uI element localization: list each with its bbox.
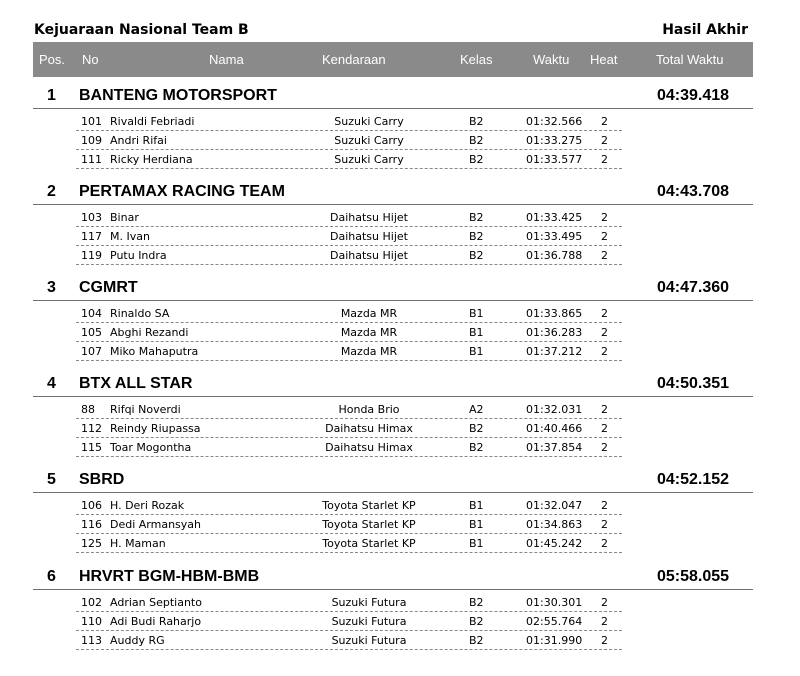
driver-no: 110 [81,615,102,628]
driver-class: B2 [469,115,484,128]
driver-name: Miko Mahaputra [110,345,199,358]
driver-class: B2 [469,422,484,435]
driver-name: Andri Rifai [110,134,167,147]
driver-no: 88 [81,403,95,416]
team-name: PERTAMAX RACING TEAM [79,183,285,200]
driver-name: H. Deri Rozak [110,499,185,512]
driver-no: 112 [81,422,102,435]
driver-row [76,323,622,342]
driver-heat: 2 [601,230,608,243]
driver-time: 01:40.466 [526,422,583,435]
driver-heat: 2 [601,441,608,454]
team-pos: 5 [47,471,56,488]
driver-class: B2 [469,615,484,628]
col-waktu: Waktu [533,52,570,67]
col-kendaraan: Kendaraan [322,52,386,67]
driver-heat: 2 [601,115,608,128]
team-total-time: 04:47.360 [657,279,730,296]
team-pos: 4 [47,375,56,392]
driver-name: Putu Indra [110,249,167,262]
driver-heat: 2 [601,249,608,262]
driver-heat: 2 [601,537,608,550]
driver-no: 119 [81,249,102,262]
driver-name: Reindy Riupassa [110,422,201,435]
team-pos: 1 [47,87,56,104]
driver-class: B1 [469,326,484,339]
driver-name: M. Ivan [110,230,150,243]
team-header [33,372,753,397]
team-name: HRVRT BGM-HBM-BMB [79,568,260,585]
driver-row [76,593,622,612]
driver-class: B2 [469,596,484,609]
driver-time: 01:30.301 [526,596,583,609]
driver-class: B2 [469,211,484,224]
driver-time: 01:32.047 [526,499,583,512]
team-pos: 6 [47,568,56,585]
driver-name: Rivaldi Febriadi [110,115,195,128]
driver-car: Suzuki Futura [331,596,407,609]
driver-class: B2 [469,249,484,262]
driver-car: Honda Brio [338,403,400,416]
driver-class: A2 [469,403,484,416]
driver-car: Daihatsu Hijet [330,249,408,262]
driver-heat: 2 [601,307,608,320]
driver-name: Adrian Septianto [110,596,202,609]
driver-row [76,304,622,323]
driver-row [76,438,622,457]
driver-row [76,150,622,169]
driver-car: Daihatsu Hijet [330,211,408,224]
driver-row [76,208,622,227]
team-pos: 3 [47,279,56,296]
driver-row [76,612,622,631]
driver-time: 01:36.788 [526,249,583,262]
driver-heat: 2 [601,211,608,224]
driver-heat: 2 [601,499,608,512]
driver-time: 01:33.495 [526,230,583,243]
driver-time: 01:33.275 [526,134,583,147]
driver-time: 01:37.212 [526,345,583,358]
driver-name: Dedi Armansyah [110,518,202,531]
driver-name: Ricky Herdiana [110,153,193,166]
driver-time: 01:33.425 [526,211,583,224]
driver-class: B1 [469,537,484,550]
driver-class: B1 [469,345,484,358]
driver-class: B2 [469,230,484,243]
driver-heat: 2 [601,134,608,147]
driver-time: 02:55.764 [526,615,583,628]
col-no: No [82,52,99,67]
team-total-time: 04:52.152 [657,471,730,488]
driver-car: Suzuki Carry [334,134,404,147]
driver-time: 01:31.990 [526,634,583,647]
team-header [33,84,753,109]
driver-time: 01:37.854 [526,441,583,454]
driver-class: B2 [469,441,484,454]
driver-no: 116 [81,518,102,531]
driver-car: Suzuki Futura [331,615,407,628]
driver-row [76,515,622,534]
driver-car: Suzuki Carry [334,115,404,128]
driver-name: Adi Budi Raharjo [110,615,202,628]
driver-time: 01:32.566 [526,115,583,128]
team-name: BTX ALL STAR [79,375,193,392]
driver-car: Daihatsu Himax [325,441,413,454]
driver-heat: 2 [601,518,608,531]
table-header [33,42,753,77]
event-title: Kejuaraan Nasional Team B [34,22,249,38]
team-total-time: 04:50.351 [657,375,730,392]
driver-class: B2 [469,153,484,166]
team-block [33,84,753,180]
driver-no: 106 [81,499,102,512]
driver-name: Rinaldo SA [110,307,170,320]
driver-row [76,631,622,650]
driver-car: Daihatsu Himax [325,422,413,435]
driver-no: 113 [81,634,102,647]
team-total-time: 05:58.055 [657,568,730,585]
driver-no: 107 [81,345,102,358]
driver-class: B2 [469,134,484,147]
team-block [33,276,753,372]
driver-car: Suzuki Futura [331,634,407,647]
driver-time: 01:33.577 [526,153,583,166]
driver-no: 101 [81,115,102,128]
driver-car: Mazda MR [340,307,398,320]
driver-class: B1 [469,499,484,512]
team-name: CGMRT [79,279,138,296]
team-header [33,565,753,590]
team-header [33,276,753,301]
driver-time: 01:34.863 [526,518,583,531]
driver-row [76,534,622,553]
driver-heat: 2 [601,422,608,435]
driver-time: 01:36.283 [526,326,583,339]
driver-no: 103 [81,211,102,224]
team-block [33,565,753,661]
team-header [33,180,753,205]
driver-heat: 2 [601,615,608,628]
driver-no: 109 [81,134,102,147]
team-name: BANTENG MOTORSPORT [79,87,277,104]
col-kelas: Kelas [460,52,493,67]
team-name: SBRD [79,471,125,488]
driver-class: B2 [469,634,484,647]
driver-no: 115 [81,441,102,454]
driver-heat: 2 [601,403,608,416]
driver-row [76,227,622,246]
driver-name: Binar [110,211,139,224]
driver-time: 01:45.242 [526,537,583,550]
driver-car: Mazda MR [340,326,398,339]
team-block [33,468,753,564]
driver-car: Suzuki Carry [334,153,404,166]
driver-time: 01:33.865 [526,307,583,320]
driver-row [76,496,622,515]
driver-car: Toyota Starlet KP [322,499,416,512]
driver-car: Toyota Starlet KP [322,537,416,550]
team-total-time: 04:39.418 [657,87,730,104]
col-heat: Heat [590,52,618,67]
driver-car: Mazda MR [340,345,398,358]
driver-heat: 2 [601,596,608,609]
driver-no: 117 [81,230,102,243]
driver-row [76,419,622,438]
team-header [33,468,753,493]
team-pos: 2 [47,183,56,200]
driver-no: 111 [81,153,102,166]
driver-name: Auddy RG [110,634,165,647]
driver-class: B1 [469,307,484,320]
driver-no: 105 [81,326,102,339]
driver-name: Toar Mogontha [110,441,192,454]
driver-row [76,112,622,131]
driver-name: Rifqi Noverdi [110,403,181,416]
driver-heat: 2 [601,634,608,647]
driver-row [76,400,622,419]
col-pos: Pos. [39,52,66,67]
team-block [33,180,753,276]
col-nama: Nama [209,52,244,67]
driver-heat: 2 [601,326,608,339]
driver-no: 104 [81,307,102,320]
driver-row [76,342,622,361]
driver-no: 125 [81,537,102,550]
team-block [33,372,753,468]
driver-name: H. Maman [110,537,166,550]
col-total: Total Waktu [656,52,724,67]
driver-heat: 2 [601,345,608,358]
driver-class: B1 [469,518,484,531]
driver-car: Toyota Starlet KP [322,518,416,531]
driver-row [76,131,622,150]
driver-row [76,246,622,265]
result-label: Hasil Akhir [662,22,748,38]
driver-time: 01:32.031 [526,403,583,416]
team-total-time: 04:43.708 [657,183,730,200]
driver-car: Daihatsu Hijet [330,230,408,243]
driver-name: Abghi Rezandi [110,326,189,339]
driver-heat: 2 [601,153,608,166]
driver-no: 102 [81,596,102,609]
